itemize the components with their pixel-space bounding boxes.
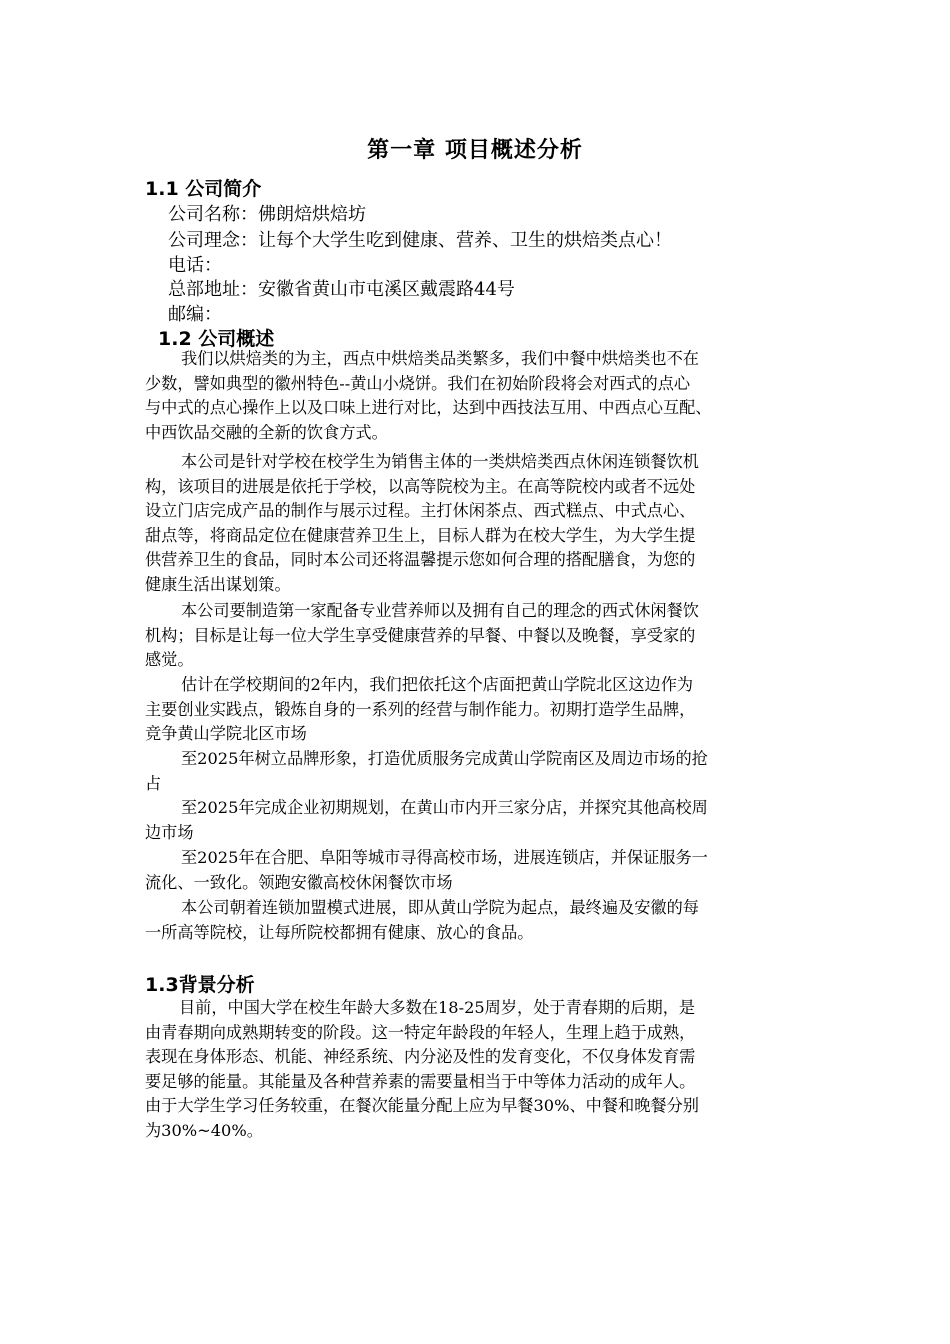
text-line: 少数，譬如典型的徽州特色--黄山小烧饼。我们在初始阶段将会对西式的点心 bbox=[145, 373, 691, 393]
company-name-line: 公司名称：佛朗焙烘焙坊 bbox=[168, 204, 366, 225]
text-line: 本公司是针对学校在校学生为销售主体的一类烘焙类西点休闲连锁餐饮机 bbox=[181, 452, 699, 471]
text-line: 与中式的点心操作上以及口味上进行对比，达到中西技法互用、中西点心互配、 bbox=[145, 398, 712, 417]
text-line: 至2025年完成企业初期规划，在黄山市内开三家分店，并探究其他高校周 bbox=[181, 798, 708, 817]
postcode-line: 邮编： bbox=[168, 304, 222, 325]
text-line: 健康生活出谋划策。 bbox=[145, 574, 291, 594]
text-line: 为30%~40%。 bbox=[145, 1120, 263, 1140]
text-line: 本公司要制造第一家配备专业营养师以及拥有自己的理念的西式休闲餐饮 bbox=[181, 601, 699, 620]
paragraph-1-2-3 bbox=[145, 599, 810, 673]
section-heading-1-3: 1.3背景分析 bbox=[145, 974, 255, 996]
text-line: 甜点等，将商品定位在健康营养卫生上，目标人群为在校大学生，为大学生提 bbox=[145, 525, 696, 545]
text-line: 占 bbox=[145, 773, 162, 793]
text-line: 由于大学生学习任务较重，在餐次能量分配上应为早餐30%、中餐和晚餐分别 bbox=[145, 1096, 699, 1115]
company-philosophy-line: 公司理念：让每个大学生吃到健康、营养、卫生的烘焙类点心！ bbox=[168, 230, 672, 251]
paragraph-1-3-1 bbox=[145, 996, 810, 1143]
paragraph-1-2-5 bbox=[145, 747, 810, 796]
text-line: 一所高等院校，让每所院校都拥有健康、放心的食品。 bbox=[145, 922, 534, 942]
text-line: 估计在学校期间的2年内，我们把依托这个店面把黄山学院北区这边作为 bbox=[181, 675, 694, 694]
text-line: 构，该项目的进展是依托于学校，以高等院校为主。在高等院校内或者不远处 bbox=[145, 476, 696, 496]
paragraph-1-2-8 bbox=[145, 896, 810, 945]
text-line: 中西饮品交融的全新的饮食方式。 bbox=[145, 422, 388, 442]
section-heading-1-2: 1.2 公司概述 bbox=[158, 328, 275, 350]
text-line: 主要创业实践点，锻炼自身的一系列的经营与制作能力。初期打造学生品牌， bbox=[145, 699, 696, 719]
text-line: 感觉。 bbox=[145, 650, 194, 669]
text-line: 本公司朝着连锁加盟模式进展，即从黄山学院为起点，最终遍及安徽的每 bbox=[181, 898, 699, 917]
text-line: 设立门店完成产品的制作与展示过程。主打休闲茶点、西式糕点、中式点心、 bbox=[145, 501, 696, 520]
chapter-title: 第一章 项目概述分析 bbox=[367, 138, 583, 163]
text-line: 至2025年在合肥、阜阳等城市寻得高校市场，进展连锁店，并保证服务一 bbox=[181, 848, 708, 867]
phone-line: 电话： bbox=[168, 255, 222, 276]
text-line: 至2025年树立品牌形象，打造优质服务完成黄山学院南区及周边市场的抢 bbox=[181, 749, 708, 768]
paragraph-1-2-1 bbox=[145, 347, 810, 445]
address-line: 总部地址：安徽省黄山市屯溪区戴震路44号 bbox=[168, 279, 515, 300]
section-heading-1-1: 1.1 公司简介 bbox=[145, 178, 262, 200]
text-line: 我们以烘焙类的为主，西点中烘焙类品类繁多，我们中餐中烘焙类也不在 bbox=[181, 349, 699, 368]
text-line: 机构；目标是让每一位大学生享受健康营养的早餐、中餐以及晚餐，享受家的 bbox=[145, 625, 696, 645]
paragraph-1-2-4 bbox=[145, 673, 810, 747]
text-line: 供营养卫生的食品，同时本公司还将温馨提示您如何合理的搭配膳食，为您的 bbox=[145, 550, 696, 569]
text-line: 流化、一致化。领跑安徽高校休闲餐饮市场 bbox=[145, 872, 453, 892]
paragraph-1-2-2 bbox=[145, 450, 810, 597]
text-line: 竞争黄山学院北区市场 bbox=[145, 724, 307, 743]
text-line: 要足够的能量。其能量及各种营养素的需要量相当于中等体力活动的成年人。 bbox=[145, 1071, 696, 1091]
paragraph-1-2-7 bbox=[145, 846, 810, 895]
text-line: 边市场 bbox=[145, 822, 194, 842]
paragraph-1-2-6 bbox=[145, 796, 810, 845]
text-line: 表现在身体形态、机能、神经系统、内分泌及性的发育变化，不仅身体发育需 bbox=[145, 1047, 696, 1066]
text-line: 由青春期向成熟期转变的阶段。这一特定年龄段的年轻人，生理上趋于成熟， bbox=[145, 1022, 696, 1042]
text-line: 目前，中国大学在校生年龄大多数在18-25周岁，处于青春期的后期，是 bbox=[179, 998, 696, 1017]
